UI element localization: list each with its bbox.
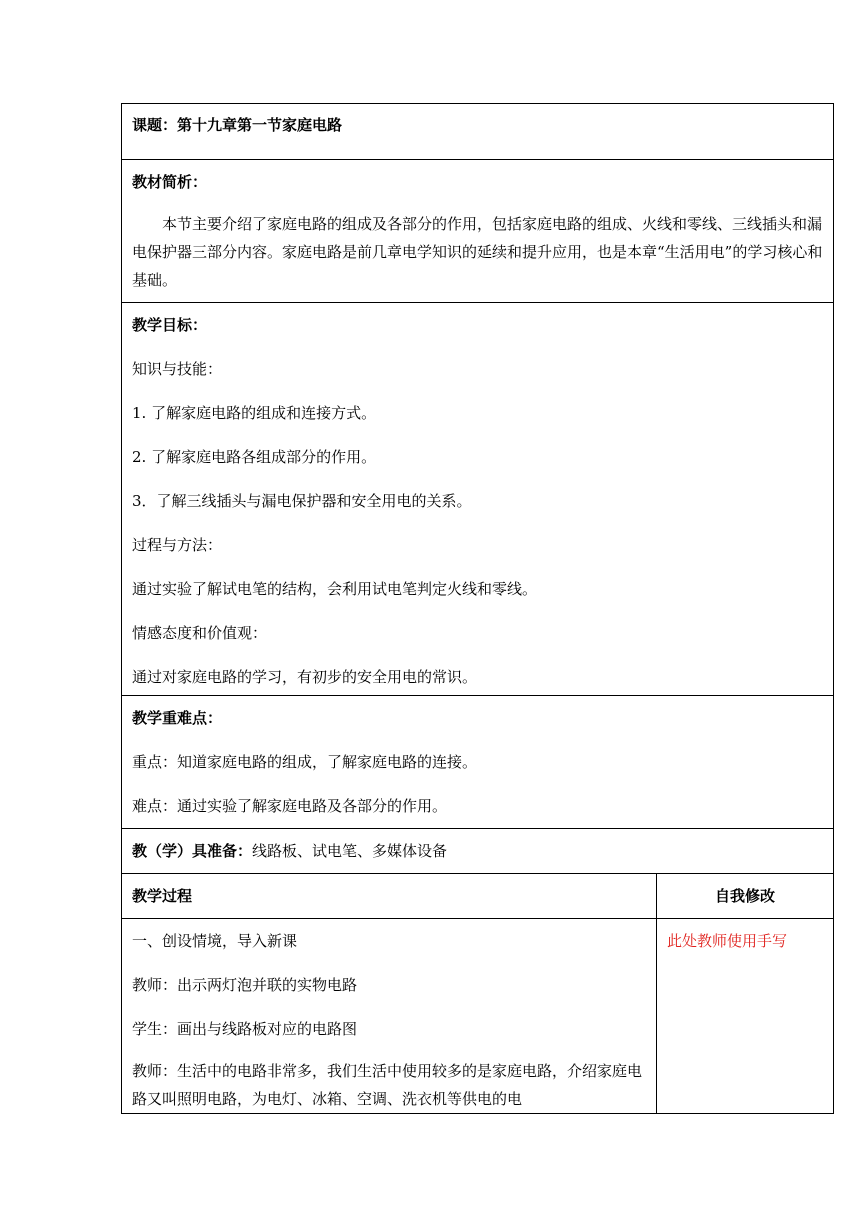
process-body-cell	[122, 919, 657, 1114]
revision-body-cell	[657, 919, 834, 1114]
focus-text: 重点：知道家庭电路的组成，了解家庭电路的连接。	[132, 753, 478, 771]
process-heading: 教学过程	[132, 887, 193, 905]
objective-item: 3．了解三线插头与漏电保护器和安全用电的关系。	[132, 492, 472, 510]
materials-value: 线路板、试电笔、多媒体设备	[252, 842, 448, 860]
emotion-text: 通过对家庭电路的学习，有初步的安全用电的常识。	[132, 668, 478, 686]
textbook-heading: 教材简析：	[132, 173, 208, 191]
process-line: 学生：画出与线路板对应的电路图	[132, 1020, 358, 1038]
keypoints-cell	[122, 696, 834, 829]
title-cell	[122, 104, 834, 160]
process-heading-cell	[122, 874, 657, 919]
objectives-heading: 教学目标：	[132, 316, 208, 334]
lesson-title: 第十九章第一节家庭电路	[177, 116, 343, 134]
lesson-plan-page	[121, 103, 833, 1114]
materials-line	[132, 829, 823, 873]
materials-row	[122, 829, 834, 874]
process-method-heading: 过程与方法：	[132, 536, 223, 554]
process-paragraph: 教师：生活中的电路非常多，我们生活中使用较多的是家庭电路，介绍家庭电路又叫照明电路，为电灯、冰箱、空调、洗衣机等供电的电	[132, 1062, 643, 1108]
revision-heading: 自我修改	[714, 887, 775, 905]
textbook-paragraph: 本节主要介绍了家庭电路的组成及各部分的作用，包括家庭电路的组成、火线和零线、三线插头和漏电保护器三部分内容。家庭电路是前几章电学知识的延续和提升应用，也是本章“生活用电”的学习核心和基础。	[132, 215, 823, 289]
handwriting-note: 此处教师使用手写	[667, 932, 788, 950]
objectives-row	[122, 303, 834, 696]
process-method-text: 通过实验了解试电笔的结构，会利用试电笔判定火线和零线。	[132, 580, 538, 598]
lesson-plan-table	[121, 103, 834, 1114]
process-line: 一、创设情境，导入新课	[132, 932, 298, 950]
materials-label: 教（学）具准备：	[132, 842, 253, 860]
process-header-row	[122, 874, 834, 919]
keypoints-heading: 教学重难点：	[132, 709, 223, 727]
revision-heading-cell	[657, 874, 834, 919]
process-line: 教师：出示两灯泡并联的实物电路	[132, 976, 358, 994]
objectives-cell	[122, 303, 834, 696]
textbook-cell	[122, 160, 834, 303]
emotion-heading: 情感态度和价值观：	[132, 624, 268, 642]
materials-cell	[122, 829, 834, 874]
objective-item: 2. 了解家庭电路各组成部分的作用。	[132, 448, 377, 466]
keypoints-row	[122, 696, 834, 829]
title-row	[122, 104, 834, 160]
textbook-row	[122, 160, 834, 303]
process-body-row	[122, 919, 834, 1114]
knowledge-heading: 知识与技能：	[132, 360, 223, 378]
title-label: 课题：	[132, 116, 178, 134]
difficulty-text: 难点：通过实验了解家庭电路及各部分的作用。	[132, 797, 448, 815]
objective-item: 1. 了解家庭电路的组成和连接方式。	[132, 404, 377, 422]
